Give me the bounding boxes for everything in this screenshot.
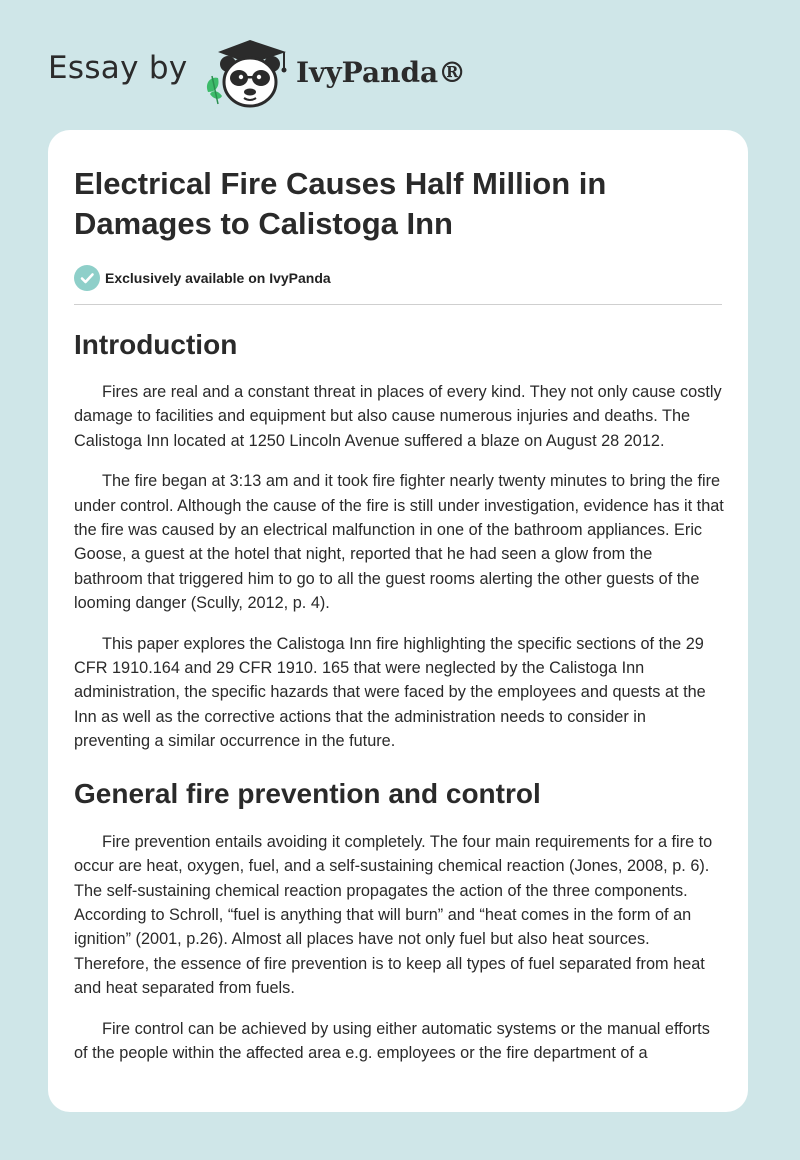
paragraph: Fire control can be achieved by using either automatic systems or the manual efforts of the people within the affected area e.g. employees or the fire department of a: [74, 1019, 710, 1062]
section-introduction: [74, 327, 724, 754]
article-title: Electrical Fire Causes Half Million in Damages to Calistoga Inn: [74, 166, 607, 241]
paragraph: This paper explores the Calistoga Inn fire highlighting the specific sections of the 29 CFR 1910.164 and 29 CFR 1910. 165 that were neglected by the Calistoga Inn administration, the specific hazards that were faced by the employees and quests at the Inn as well as the corrective actions that the administration needs to consider in preventing a similar occurrence in the future.: [74, 634, 706, 751]
site-header: [0, 0, 800, 130]
paragraph: The fire began at 3:13 am and it took fire fighter nearly twenty minutes to bring the fire under control. Although the cause of the fire is still under investigation, evidence has it that the fire was caused by an electrical malfunction in one of the bathroom appliances. Eric Goose, a guest at the hotel that night, reported that he had seen a glow from the bathroom that triggered him to go to all the guest rooms alerting the other guests of the looming danger (Scully, 2012, p. 4).: [74, 472, 724, 613]
section-heading: General fire prevention and control: [74, 777, 541, 809]
panda-logo-icon[interactable]: [198, 34, 292, 110]
article-body: [74, 164, 724, 1065]
divider: [74, 304, 722, 305]
section-heading: Introduction: [74, 329, 238, 360]
brand-prefix: Essay by: [48, 50, 188, 86]
brand-name[interactable]: IvyPanda®: [296, 56, 467, 89]
check-circle-icon: [74, 265, 100, 291]
paragraph: Fires are real and a constant threat in places of every kind. They not only cause costly damage to facilities and equipment but also cause numerous injuries and deaths. The Calistoga Inn located at 1250 Lincoln Avenue suffered a blaze on August 28 2012.: [74, 383, 722, 450]
exclusive-badge: [74, 264, 724, 292]
paragraph: Fire prevention entails avoiding it completely. The four main requirements for a fire to occur are heat, oxygen, fuel, and a self-sustaining chemical reaction (Jones, 2008, p. 6). The self-sustaining chemical reaction propagates the action of the three components. According to Schroll, “fuel is anything that will burn” and “heat comes in the form of an ignition” (2001, p.26). Almost all places have not only fuel but also heat sources. Therefore, the essence of fire prevention is to keep all types of fuel separated from heat and heat separated from fuels.: [74, 832, 713, 998]
article-card: [48, 130, 748, 1112]
section-fire-prevention: [74, 776, 724, 1066]
badge-label: Exclusively available on IvyPanda: [105, 270, 331, 286]
